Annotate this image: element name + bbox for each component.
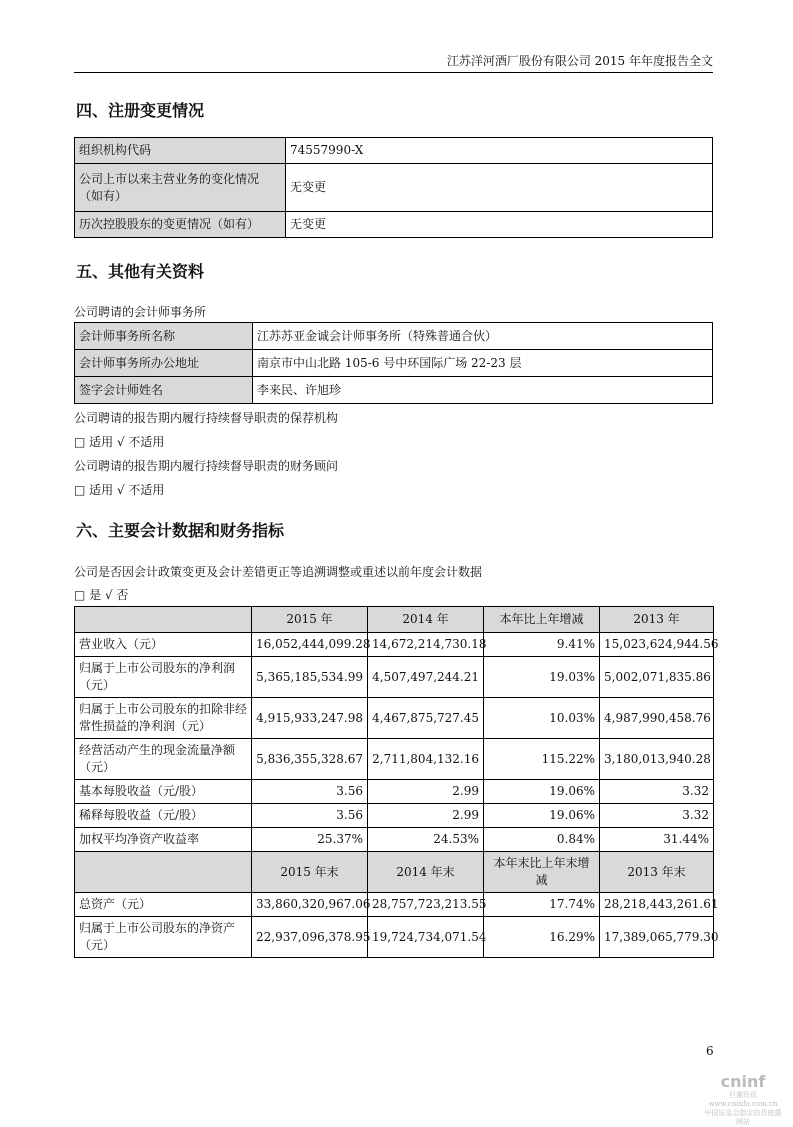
cell-value: 4,987,990,458.76 (600, 698, 714, 739)
cell-value: 5,836,355,328.67 (252, 739, 368, 780)
table-row (75, 893, 714, 917)
row-label: 经营活动产生的现金流量净额（元） (75, 739, 252, 780)
table-row (75, 657, 714, 698)
cell-value: 33,860,320,967.06 (252, 893, 368, 917)
section5-heading: 五、其他有关资料 (76, 262, 205, 281)
table-row (75, 698, 714, 739)
row-label: 会计师事务所名称 (75, 323, 253, 350)
row-label: 基本每股收益（元/股） (75, 780, 252, 804)
cell-value: 2.99 (368, 780, 484, 804)
table-row (75, 739, 714, 780)
cninfo-logo: cninf (720, 1072, 766, 1091)
row-value: 无变更 (286, 212, 713, 238)
column-header: 2014 年 (368, 607, 484, 633)
cell-value: 10.03% (484, 698, 600, 739)
row-value: 李来民、许旭珍 (253, 377, 713, 404)
financial-indicators-table (74, 606, 719, 958)
cell-value: 15,023,624,944.56 (600, 633, 714, 657)
table-row (75, 138, 713, 164)
watermark-line1: 巨潮资讯 (729, 1091, 757, 1099)
sponsor-text: 公司聘请的报告期内履行持续督导职责的保荐机构 (74, 411, 339, 425)
row-label: 加权平均净资产收益率 (75, 828, 252, 852)
column-header: 2013 年 (600, 607, 714, 633)
column-header: 2015 年 (252, 607, 368, 633)
sponsor-checkbox: □ 适用 √ 不适用 (74, 435, 165, 449)
advisor-text: 公司聘请的报告期内履行持续督导职责的财务顾问 (74, 459, 339, 473)
cell-value: 5,002,071,835.86 (600, 657, 714, 698)
section6-heading: 六、主要会计数据和财务指标 (76, 521, 285, 540)
cell-value: 5,365,185,534.99 (252, 657, 368, 698)
table-row (75, 804, 714, 828)
column-header (75, 852, 252, 893)
table-row (75, 828, 714, 852)
cell-value: 9.41% (484, 633, 600, 657)
column-header: 2013 年末 (600, 852, 714, 893)
restatement-checkbox: □ 是 √ 否 (74, 588, 129, 602)
table-row (75, 917, 714, 958)
cell-value: 17,389,065,779.30 (600, 917, 714, 958)
cell-value: 19.06% (484, 804, 600, 828)
table-row (75, 350, 713, 377)
registration-table (74, 137, 713, 238)
table-header-row (75, 852, 714, 893)
row-label: 归属于上市公司股东的净利润（元） (75, 657, 252, 698)
cell-value: 17.74% (484, 893, 600, 917)
cell-value: 3,180,013,940.28 (600, 739, 714, 780)
cell-value: 4,507,497,244.21 (368, 657, 484, 698)
cell-value: 19.06% (484, 780, 600, 804)
cell-value: 31.44% (600, 828, 714, 852)
row-label: 营业收入（元） (75, 633, 252, 657)
row-label: 总资产（元） (75, 893, 252, 917)
row-value: 74557990-X (286, 138, 713, 164)
cell-value: 19.03% (484, 657, 600, 698)
cell-value: 4,467,875,727.45 (368, 698, 484, 739)
cell-value: 28,218,443,261.61 (600, 893, 714, 917)
cell-value: 3.32 (600, 780, 714, 804)
row-label: 归属于上市公司股东的扣除非经常性损益的净利润（元） (75, 698, 252, 739)
table-row (75, 323, 713, 350)
cell-value: 24.53% (368, 828, 484, 852)
cninfo-watermark (703, 1072, 783, 1127)
row-value: 无变更 (286, 164, 713, 212)
row-label: 会计师事务所办公地址 (75, 350, 253, 377)
table-row (75, 633, 714, 657)
column-header: 本年末比上年末增减 (484, 852, 600, 893)
page-number: 6 (706, 1044, 714, 1058)
cell-value: 0.84% (484, 828, 600, 852)
cell-value: 3.56 (252, 804, 368, 828)
column-header: 2015 年末 (252, 852, 368, 893)
restatement-question: 公司是否因会计政策变更及会计差错更正等追溯调整或重述以前年度会计数据 (74, 565, 483, 579)
auditor-intro: 公司聘请的会计师事务所 (74, 305, 207, 319)
cell-value: 4,915,933,247.98 (252, 698, 368, 739)
row-label: 归属于上市公司股东的净资产（元） (75, 917, 252, 958)
cell-value: 25.37% (252, 828, 368, 852)
section4-heading: 四、注册变更情况 (76, 101, 205, 120)
advisor-checkbox: □ 适用 √ 不适用 (74, 483, 165, 497)
row-label: 公司上市以来主营业务的变化情况（如有） (75, 164, 286, 212)
table-header-row (75, 607, 714, 633)
column-header: 2014 年末 (368, 852, 484, 893)
row-label: 历次控股股东的变更情况（如有） (75, 212, 286, 238)
table-row (75, 212, 713, 238)
column-header: 本年比上年增减 (484, 607, 600, 633)
table-row (75, 780, 714, 804)
cell-value: 19,724,734,071.54 (368, 917, 484, 958)
row-label: 签字会计师姓名 (75, 377, 253, 404)
row-label: 稀释每股收益（元/股） (75, 804, 252, 828)
table-row (75, 377, 713, 404)
table-row (75, 164, 713, 212)
cell-value: 22,937,096,378.95 (252, 917, 368, 958)
cell-value: 16,052,444,099.28 (252, 633, 368, 657)
report-header: 江苏洋河酒厂股份有限公司 2015 年年度报告全文 (446, 54, 713, 68)
row-value: 江苏苏亚金诚会计师事务所（特殊普通合伙） (253, 323, 713, 350)
row-label: 组织机构代码 (75, 138, 286, 164)
cell-value: 3.56 (252, 780, 368, 804)
row-value: 南京市中山北路 105-6 号中环国际广场 22-23 层 (253, 350, 713, 377)
cell-value: 115.22% (484, 739, 600, 780)
auditor-table (74, 322, 713, 404)
cell-value: 14,672,214,730.18 (368, 633, 484, 657)
cell-value: 16.29% (484, 917, 600, 958)
cell-value: 28,757,723,213.55 (368, 893, 484, 917)
header-divider (74, 72, 713, 73)
financial-table-body (75, 607, 719, 958)
watermark-line2: www.cninfo.com.cn (708, 1100, 778, 1108)
cell-value: 3.32 (600, 804, 714, 828)
watermark-line3: 中国证监会指定信息披露网站 (704, 1109, 782, 1126)
cell-value: 2.99 (368, 804, 484, 828)
column-header (75, 607, 252, 633)
cell-value: 2,711,804,132.16 (368, 739, 484, 780)
